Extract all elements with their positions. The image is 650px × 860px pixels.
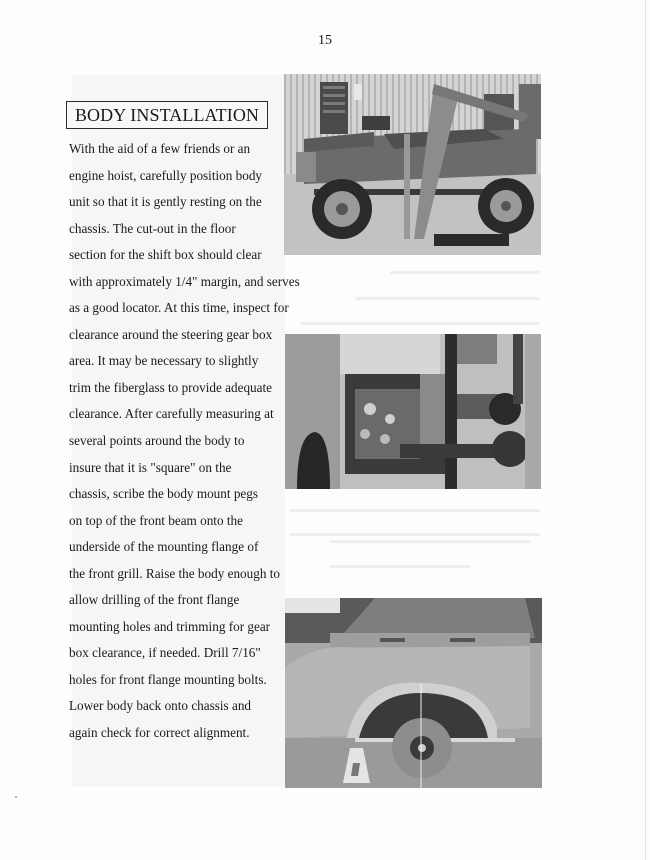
section-title: BODY INSTALLATION bbox=[74, 104, 260, 125]
body-line: with approximately 1/4" margin, and serves bbox=[69, 273, 300, 289]
body-line: With the aid of a few friends or an bbox=[69, 141, 251, 156]
bleed-through-mark bbox=[290, 509, 540, 512]
page-number: 15 bbox=[318, 33, 332, 48]
bleed-through-mark bbox=[330, 540, 530, 543]
body-line: several points around the body to bbox=[69, 433, 245, 449]
bleed-through-mark bbox=[355, 297, 540, 300]
photo-rear-fender-jack-stand bbox=[285, 598, 542, 788]
bleed-through-mark bbox=[390, 271, 540, 274]
body-line: again check for correct alignment. bbox=[69, 725, 250, 741]
photo-jeep-body-on-hoist bbox=[284, 74, 541, 255]
body-line: unit so that it is gently resting on the bbox=[69, 194, 262, 210]
body-line: area. It may be necessary to slightly bbox=[69, 353, 259, 369]
body-line: clearance around the steering gear box bbox=[69, 326, 273, 342]
body-line: allow drilling of the front flange bbox=[69, 592, 240, 608]
body-line: holes for front flange mounting bolts. bbox=[69, 671, 267, 687]
body-line: insure that it is "square" on the bbox=[69, 459, 232, 475]
body-line: clearance. After carefully measuring at bbox=[69, 406, 274, 422]
body-line: trim the fiberglass to provide adequate bbox=[69, 379, 273, 395]
bleed-through-mark bbox=[300, 322, 540, 325]
body-line: mounting holes and trimming for gear bbox=[69, 618, 271, 634]
body-line: engine hoist, carefully position body bbox=[69, 167, 263, 183]
body-line: box clearance, if needed. Drill 7/16" bbox=[69, 645, 261, 661]
page-edge bbox=[645, 0, 646, 860]
bleed-through-mark bbox=[290, 533, 540, 536]
scan-speck bbox=[15, 796, 17, 798]
body-line: as a good locator. At this time, inspect for bbox=[69, 300, 289, 316]
bleed-through-mark bbox=[330, 565, 470, 568]
photo-steering-gear-box bbox=[285, 334, 541, 489]
body-line: section for the shift box should clear bbox=[69, 247, 262, 263]
section-title-box bbox=[66, 101, 268, 129]
body-line: on top of the front beam onto the bbox=[69, 512, 243, 528]
body-line: chassis, scribe the body mount pegs bbox=[69, 486, 258, 502]
body-line: chassis. The cut-out in the floor bbox=[69, 220, 236, 236]
body-line: Lower body back onto chassis and bbox=[69, 698, 252, 714]
body-text bbox=[69, 141, 309, 752]
body-line: the front grill. Raise the body enough to bbox=[69, 565, 280, 581]
body-line: underside of the mounting flange of bbox=[69, 539, 259, 555]
